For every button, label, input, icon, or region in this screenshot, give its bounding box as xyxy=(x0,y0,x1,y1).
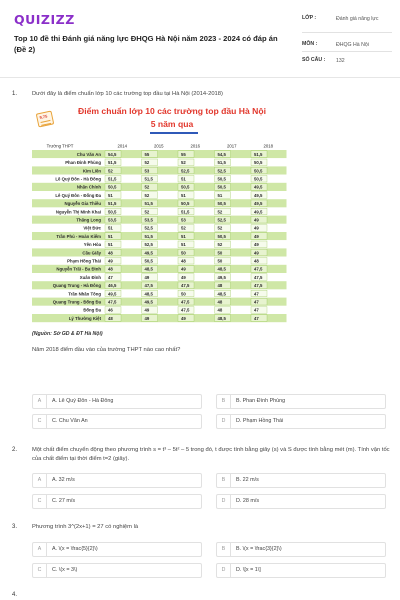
option-text: B. Phan Đình Phùng xyxy=(236,398,286,404)
table-value-cell: 51,5 xyxy=(181,209,190,215)
table-value-cell: 49 xyxy=(144,307,150,313)
option-letter: C xyxy=(33,564,47,577)
table-school-name: Thăng Long xyxy=(76,217,101,223)
table-value-cell: 49 xyxy=(108,258,113,264)
table-school-name: Quang Trung - Hà Đông xyxy=(52,283,101,289)
table-value-cell: 50,5 xyxy=(217,233,226,239)
question-3-option-c[interactable] xyxy=(32,563,202,578)
table-source: (Nguồn: Sở GD & ĐT Hà Nội) xyxy=(32,331,103,337)
table-value-cell: 50,5 xyxy=(144,258,153,264)
table-row-band xyxy=(32,273,287,281)
table-value-cell: 48 xyxy=(108,266,113,272)
table-value-cell: 51,5 xyxy=(108,176,117,182)
table-school-name: Đống Đa xyxy=(83,307,101,313)
table-value-cell: 51 xyxy=(108,192,113,198)
score-table-figure xyxy=(32,104,288,326)
table-row-band xyxy=(32,166,287,174)
table-header-cell: 2014 xyxy=(117,143,128,149)
table-value-cell: 51,5 xyxy=(254,151,263,157)
question-2-number: 2. xyxy=(12,447,18,453)
table-value-cell: 48,5 xyxy=(144,266,153,272)
table-row-band xyxy=(32,150,287,158)
table-value-cell: 48 xyxy=(254,258,259,264)
option-text: D. \[x = 1\] xyxy=(236,567,261,573)
meta-subject-key: MÔN : xyxy=(302,41,318,47)
option-text: D. 28 m/s xyxy=(236,498,260,504)
table-school-name: Việt Đức xyxy=(83,225,101,231)
document-header xyxy=(0,0,400,78)
table-value-cell: 49,5 xyxy=(254,184,263,190)
table-header-cell: 2016 xyxy=(190,143,201,149)
question-1-text: Dưới đây là điểm chuẩn lớp 10 các trường top đầu tại Hà Nội (2014-2018) xyxy=(32,91,223,97)
table-value-cell: 53 xyxy=(181,217,186,223)
table-value-cell: 49 xyxy=(144,274,150,280)
table-value-cell: 49 xyxy=(254,250,259,256)
table-value-cell: 49,5 xyxy=(217,274,226,280)
table-value-cell: 54,5 xyxy=(108,151,117,157)
meta-class-key: LỚP : xyxy=(302,15,317,21)
table-value-cell: 46,5 xyxy=(108,283,117,289)
table-value-cell: 52 xyxy=(144,192,150,198)
option-letter: C xyxy=(33,415,47,428)
table-value-cell: 52,5 xyxy=(217,168,226,174)
table-school-name: Chu Văn An xyxy=(76,151,101,157)
table-value-cell: 47 xyxy=(254,299,259,305)
question-1-number: 1. xyxy=(12,91,18,97)
table-value-cell: 50,5 xyxy=(217,184,226,190)
question-1-option-d[interactable] xyxy=(216,414,386,429)
score-table xyxy=(32,140,288,326)
quizizz-logo: QUIZIZZ xyxy=(14,12,75,27)
table-school-name: Phan Đình Phùng xyxy=(65,160,101,166)
table-value-cell: 55 xyxy=(181,151,186,157)
option-text: A. \(x = \frac{5}{2}\) xyxy=(52,546,98,552)
table-header-cell: 2015 xyxy=(153,143,164,149)
option-letter: B xyxy=(217,474,231,487)
table-header-cell: Trường THPT xyxy=(46,143,74,149)
table-value-cell: 51 xyxy=(108,233,113,239)
table-value-cell: 48 xyxy=(217,307,223,313)
table-value-cell: 49 xyxy=(254,242,259,248)
table-value-cell: 51,5 xyxy=(217,160,226,166)
table-row-band xyxy=(32,216,287,224)
option-text: A. 32 m/s xyxy=(52,477,75,483)
table-value-cell: 50,5 xyxy=(254,176,263,182)
table-school-name: Nhân Chính xyxy=(76,184,101,190)
table-value-cell: 52 xyxy=(144,209,150,215)
table-value-cell: 49,5 xyxy=(254,201,263,207)
table-value-cell: 48 xyxy=(108,315,113,321)
table-school-name: Kim Liên xyxy=(82,168,101,174)
table-title: Điểm chuẩn lớp 10 các trường top đầu Hà Nội xyxy=(78,106,266,116)
table-value-cell: 51,5 xyxy=(144,233,153,239)
table-value-cell: 51 xyxy=(217,192,223,198)
table-school-name: Lê Quý Đôn - Hà Đông xyxy=(55,176,101,182)
table-school-name: Quang Trung - Đống Đa xyxy=(52,299,101,305)
table-value-cell: 52 xyxy=(181,225,186,231)
option-text: D. Phạm Hồng Thái xyxy=(236,418,284,424)
option-letter: A xyxy=(33,474,47,487)
table-value-cell: 50,5 xyxy=(181,184,190,190)
table-value-cell: 51,5 xyxy=(144,201,153,207)
table-value-cell: 47 xyxy=(254,315,259,321)
table-value-cell: 51 xyxy=(181,242,186,248)
table-value-cell: 52 xyxy=(144,184,150,190)
option-letter: D xyxy=(217,415,231,428)
table-value-cell: 48 xyxy=(108,250,113,256)
table-value-cell: 51 xyxy=(108,242,113,248)
table-value-cell: 52,5 xyxy=(144,225,153,231)
document-title: Top 10 đề thi Đánh giá năng lực ĐHQG Hà Nội năm 2023 - 2024 có đáp án (Đề 2) xyxy=(14,34,278,54)
table-row-band xyxy=(32,224,287,232)
meta-count-value: 132 xyxy=(336,58,345,64)
question-2-option-b[interactable] xyxy=(216,473,386,488)
option-text: C. \(x = 3\) xyxy=(52,567,78,573)
table-value-cell: 52,5 xyxy=(217,217,226,223)
table-value-cell: 49 xyxy=(254,217,259,223)
table-value-cell: 50 xyxy=(181,291,186,297)
table-value-cell: 54,5 xyxy=(217,151,226,157)
option-text: C. Chu Văn An xyxy=(52,418,88,424)
table-school-name: Xuân Đỉnh xyxy=(79,274,101,280)
question-2-option-c[interactable] xyxy=(32,494,202,509)
table-value-cell: 50,5 xyxy=(254,168,263,174)
table-value-cell: 50,5 xyxy=(181,201,190,207)
table-value-cell: 47,5 xyxy=(254,283,263,289)
table-value-cell: 50,5 xyxy=(254,160,263,166)
question-3-option-d[interactable] xyxy=(216,563,386,578)
table-header-cell: 2017 xyxy=(226,143,237,149)
table-value-cell: 48 xyxy=(217,283,223,289)
score-sheet-icon xyxy=(36,110,55,127)
table-value-cell: 50 xyxy=(181,250,186,256)
table-value-cell: 48,5 xyxy=(217,291,226,297)
subtitle-underline xyxy=(150,132,198,134)
table-value-cell: 52 xyxy=(217,225,223,231)
option-text: B. \(x = \frac{3}{2}\) xyxy=(236,546,282,552)
table-value-cell: 49,5 xyxy=(254,192,263,198)
table-value-cell: 48,5 xyxy=(217,266,226,272)
table-value-cell: 48 xyxy=(181,258,186,264)
table-value-cell: 47,5 xyxy=(181,299,190,305)
table-value-cell: 50,5 xyxy=(217,176,226,182)
option-text: C. 27 m/s xyxy=(52,498,76,504)
question-1-option-a[interactable] xyxy=(32,394,202,409)
table-value-cell: 51 xyxy=(181,176,186,182)
table-row-band xyxy=(32,306,287,314)
option-letter: C xyxy=(33,495,47,508)
table-value-cell: 51,5 xyxy=(144,176,153,182)
table-value-cell: 49,5 xyxy=(108,291,117,297)
table-value-cell: 46 xyxy=(108,307,113,313)
option-letter: A xyxy=(33,543,47,556)
question-1-prompt: Năm 2018 điểm đầu vào của trường THPT nào cao nhất? xyxy=(32,347,181,353)
table-value-cell: 52 xyxy=(108,168,113,174)
option-letter: B xyxy=(217,395,231,408)
question-2-option-a[interactable] xyxy=(32,473,202,488)
option-letter: B xyxy=(217,543,231,556)
table-value-cell: 49 xyxy=(181,274,186,280)
table-school-name: Lý Thường Kiệt xyxy=(68,315,101,321)
table-value-cell: 53 xyxy=(144,168,150,174)
table-value-cell: 47 xyxy=(108,274,113,280)
table-school-name: Nguyễn Trãi - Ba Đình xyxy=(56,266,101,272)
table-row-band xyxy=(32,183,287,191)
table-value-cell: 53,5 xyxy=(108,217,117,223)
table-school-name: Trần Nhân Tông xyxy=(68,291,101,297)
table-value-cell: 50,5 xyxy=(108,184,117,190)
table-value-cell: 47,5 xyxy=(254,266,263,272)
option-text: B. 22 m/s xyxy=(236,477,259,483)
table-school-name: Nguyễn Thị Minh Khai xyxy=(55,209,101,215)
option-text: A. Lê Quý Đôn - Hà Đông xyxy=(52,398,114,404)
table-school-name: Trần Phú - Hoàn Kiếm xyxy=(56,233,101,239)
table-subtitle: 5 năm qua xyxy=(150,119,194,129)
question-1-option-c[interactable] xyxy=(32,414,202,429)
table-value-cell: 50 xyxy=(217,258,223,264)
table-row-band xyxy=(32,240,287,248)
option-letter: D xyxy=(217,564,231,577)
table-value-cell: 48,5 xyxy=(217,315,226,321)
table-school-name: Yên Hòa xyxy=(83,242,101,248)
table-value-cell: 53,5 xyxy=(144,217,153,223)
table-value-cell: 49 xyxy=(144,315,150,321)
question-2-text: Một chất điểm chuyển động theo phương trình s = t³ – 5t² – 5 trong đó, t được tính bằng giây (s) và S được tính bằng mét (m). Tính vận tốc của chất điểm tại thời điểm t=2 (giây). xyxy=(32,447,390,462)
option-letter: D xyxy=(217,495,231,508)
table-value-cell: 49 xyxy=(254,225,259,231)
table-value-cell: 52,5 xyxy=(144,242,153,248)
table-value-cell: 52 xyxy=(217,242,223,248)
table-value-cell: 51 xyxy=(181,233,186,239)
table-value-cell: 52 xyxy=(217,209,223,215)
table-value-cell: 52,5 xyxy=(181,168,190,174)
meta-divider xyxy=(302,51,392,52)
question-2-option-d[interactable] xyxy=(216,494,386,509)
option-letter: A xyxy=(33,395,47,408)
question-3-number: 3. xyxy=(12,524,18,530)
table-value-cell: 51 xyxy=(181,192,186,198)
table-value-cell: 51,5 xyxy=(108,201,117,207)
table-value-cell: 47,5 xyxy=(108,299,117,305)
table-value-cell: 47,5 xyxy=(144,283,153,289)
table-header-cell: 2018 xyxy=(263,143,274,149)
table-value-cell: 47,5 xyxy=(254,274,263,280)
table-value-cell: 47,5 xyxy=(181,283,190,289)
table-value-cell: 50 xyxy=(217,250,223,256)
table-row-band xyxy=(32,248,287,256)
question-3-text: Phương trình 3^(2x+1) = 27 có nghiệm là xyxy=(32,524,139,530)
question-4-number: 4. xyxy=(12,592,18,598)
question-3-option-a[interactable] xyxy=(32,542,202,557)
table-value-cell: 51 xyxy=(108,225,113,231)
table-school-name: Nguyễn Gia Thiều xyxy=(64,201,101,207)
table-value-cell: 50,5 xyxy=(217,201,226,207)
table-value-cell: 48,5 xyxy=(144,291,153,297)
badge-text: 9.75 xyxy=(39,113,48,121)
table-value-cell: 47 xyxy=(254,307,259,313)
table-value-cell: 55 xyxy=(144,151,150,157)
table-value-cell: 49 xyxy=(254,233,259,239)
question-1-option-b[interactable] xyxy=(216,394,386,409)
question-3-option-b[interactable] xyxy=(216,542,386,557)
table-value-cell: 49 xyxy=(181,266,186,272)
table-school-name: Phạm Hồng Thái xyxy=(67,258,101,264)
meta-count-key: SỐ CÂU : xyxy=(302,57,326,63)
table-value-cell: 50,5 xyxy=(108,209,117,215)
table-value-cell: 52 xyxy=(144,160,150,166)
table-value-cell: 48 xyxy=(217,299,223,305)
table-value-cell: 47,5 xyxy=(181,307,190,313)
meta-class-value: Đánh giá năng lực xyxy=(336,16,379,22)
table-value-cell: 51,5 xyxy=(108,160,117,166)
table-value-cell: 49,5 xyxy=(254,209,263,215)
table-value-cell: 52 xyxy=(181,160,186,166)
meta-subject-value: ĐHQG Hà Nội xyxy=(336,42,369,48)
table-school-name: Cầu Giấy xyxy=(82,250,101,256)
table-value-cell: 49,5 xyxy=(144,299,153,305)
table-value-cell: 49,5 xyxy=(144,250,153,256)
meta-divider xyxy=(302,32,392,33)
table-value-cell: 47 xyxy=(254,291,259,297)
table-school-name: Lê Quý Đôn - Đống Đa xyxy=(55,192,101,198)
table-value-cell: 49 xyxy=(181,315,186,321)
